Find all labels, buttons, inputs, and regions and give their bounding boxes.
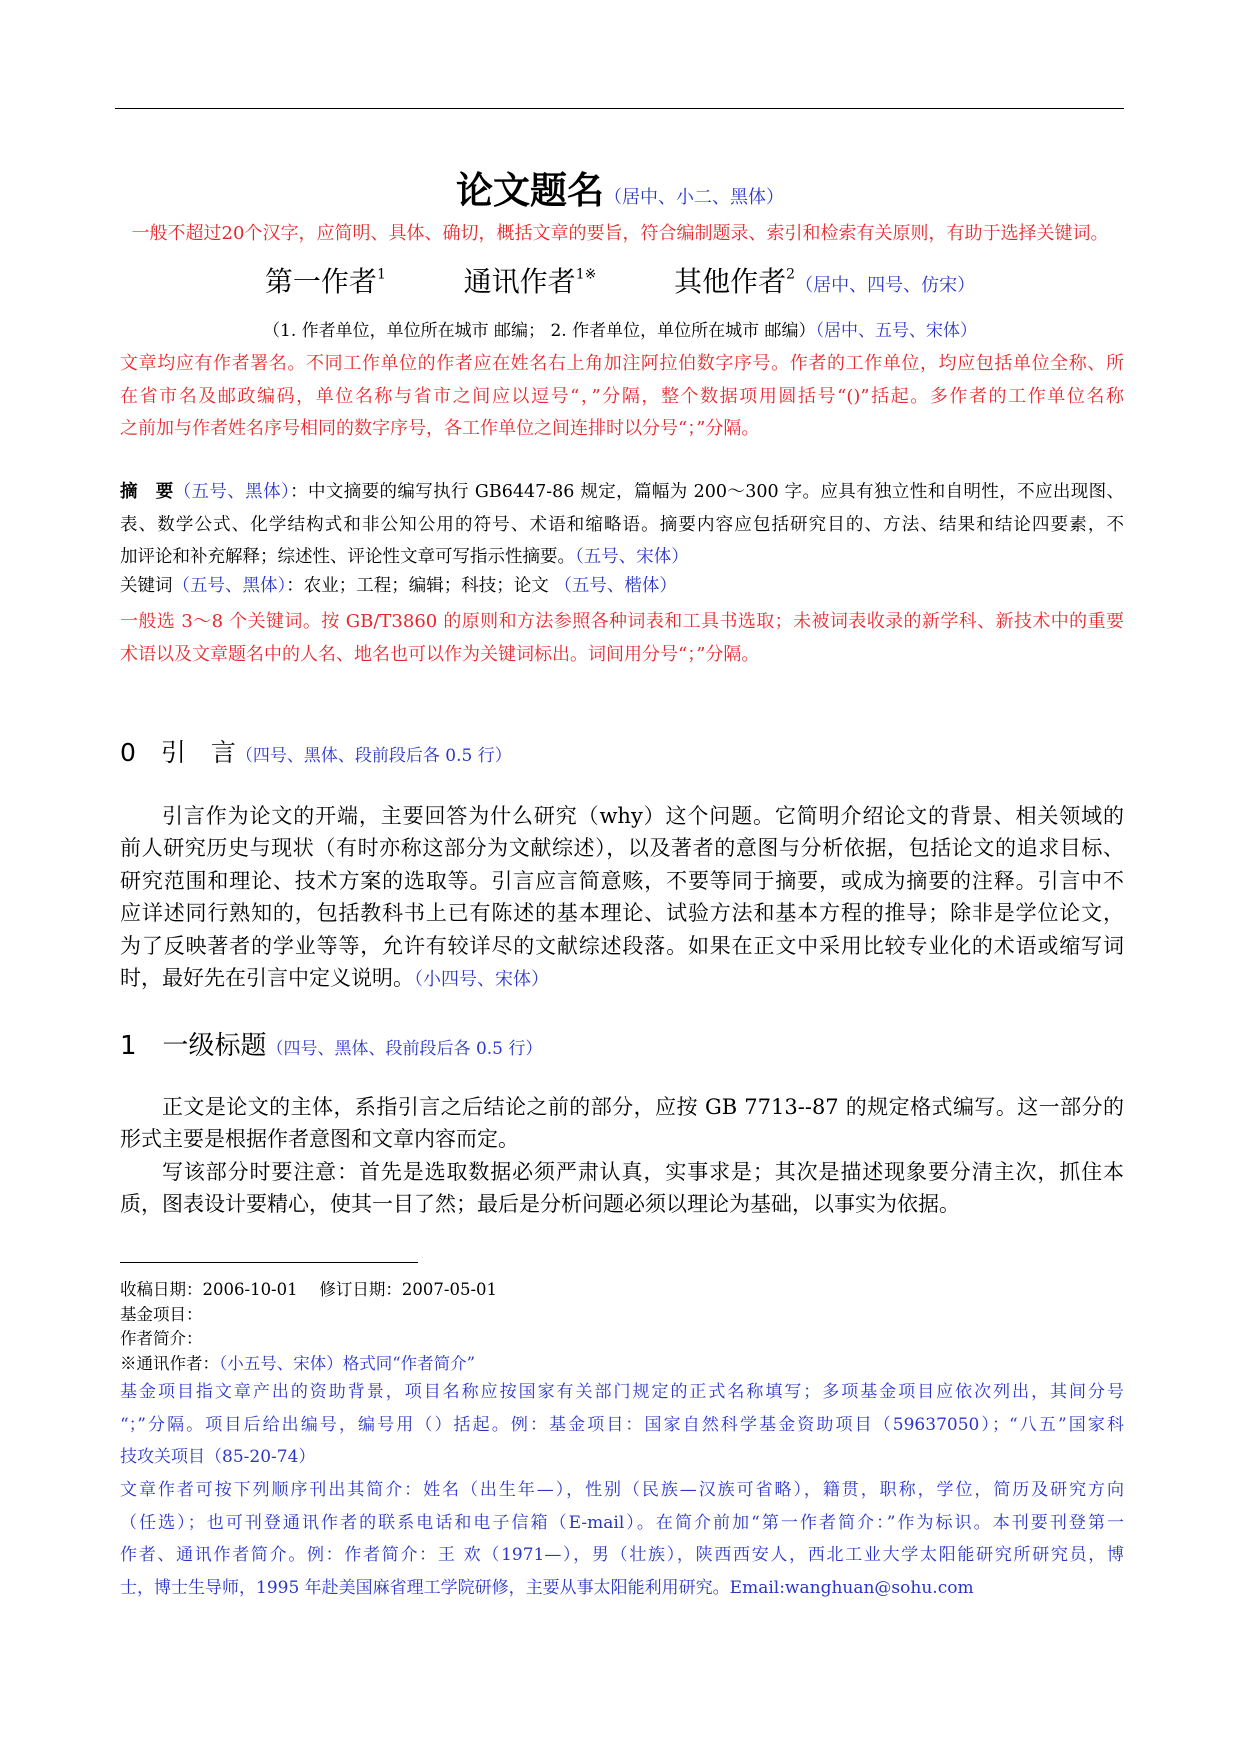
bio-hint-line: 作者、通讯作者简介。例：作者简介：王 欢（1971—），男（壮族），陕西西安人，西北工业大学太阳能研究所研究员，博 <box>120 1545 1124 1565</box>
footnote-dates: 收稿日期：2006-10-01 修订日期：2007-05-01 <box>120 1280 498 1299</box>
keywords-text: 农业；工程；编辑；科技；论文 <box>303 576 549 596</box>
keyword-hint-line: 术语以及文章题名中的人名、地名也可以作为关键词标出。词间用分号“；”分隔。 <box>120 643 760 665</box>
keywords-colon: ： <box>286 576 304 596</box>
footnotes <box>120 1278 1124 1376</box>
abstract-colon: ： <box>290 482 308 502</box>
body-line: 引言作为论文的开端，主要回答为什么研究（why）这个问题。它简明介绍论文的背景、相关领域的 <box>162 804 1124 828</box>
body-line <box>120 962 1124 996</box>
footnote-rule <box>120 1262 418 1263</box>
keyword-hint-line: 一般选 3～8 个关键词。按 GB/T3860 的原则和方法参照各种词表和工具书选取；未被词表收录的新学科、新技术中的重要 <box>120 611 1124 632</box>
header-rule <box>115 108 1124 109</box>
body-line: 研究范围和理论、技术方案的选取等。引言应言简意赅，不要等同于摘要，或成为摘要的注释。引言中不 <box>120 868 1124 893</box>
author-hint-line: 文章均应有作者署名。不同工作单位的作者应在姓名右上角加注阿拉伯数字序号。作者的工作单位，均应包括单位全称、所 <box>120 353 1124 374</box>
fund-hint-line: 技攻关项目（85-20-74） <box>120 1447 316 1467</box>
keywords-label: 关键词 <box>120 576 173 596</box>
affiliation-text: （1. 作者单位，单位所在城市 邮编； 2. 作者单位，单位所在城市 邮编） <box>263 321 816 341</box>
author-other: 其他作者 <box>674 265 787 298</box>
author-hint-line: 之前加与作者姓名序号相同的数字序号，各工作单位之间连排时以分号“；”分隔。 <box>120 418 760 439</box>
author-hint <box>120 348 1124 446</box>
body-line: 写该部分时要注意：首先是选取数据必须严肃认真，实事求是；其次是描述现象要分清主次，抓住本 <box>162 1159 1124 1184</box>
fund-hint-line: “；”分隔。项目后给出编号，编号用（）括起。例：基金项目：国家自然科学基金资助项目（59637050）；“八五”国家科 <box>120 1414 1124 1435</box>
section-0-title: 0 引 言 <box>120 738 236 767</box>
abstract-text: 中文摘要的编写执行 GB6447-86 规定，篇幅为 200～300 字。应具有独立性和自明性，不应出现图、 <box>307 482 1124 502</box>
section-1-body <box>120 1091 1124 1221</box>
title-text: 论文题名 <box>456 169 604 212</box>
section-1-heading <box>120 1025 1124 1062</box>
body-text: 时，最好先在引言中定义说明。 <box>120 966 414 991</box>
body-line: 形式主要是根据作者意图和文章内容而定。 <box>120 1127 519 1152</box>
section-1-title: 1 一级标题 <box>120 1031 267 1061</box>
footnote-fund: 基金项目： <box>120 1304 203 1324</box>
body-line: 前人研究历史与现状（有时亦称这部分为文献综述），以及著者的意图与分析依据，包括论文的追求目标、 <box>120 836 1124 861</box>
abstract-line <box>120 476 1124 509</box>
fund-hint <box>120 1376 1124 1474</box>
author-line <box>0 260 1240 300</box>
bio-hint-line: 文章作者可按下列顺序刊出其简介：姓名（出生年—），性别（民族—汉族可省略），籍贯，职称，学位，简历及研究方向 <box>120 1480 1124 1500</box>
author-first: 第一作者 <box>264 265 377 298</box>
author-format-note: （居中、四号、仿宋） <box>795 275 976 296</box>
section-0-format-note: （四号、黑体、段前段后各 0.5 行） <box>235 746 512 766</box>
footnote-bio: 作者简介： <box>120 1329 203 1348</box>
bio-hint <box>120 1474 1124 1604</box>
section-0-end-note: （小四号、宋体） <box>414 969 549 991</box>
title-format-note: （居中、小二、黑体） <box>604 187 784 208</box>
section-1-format-note: （四号、黑体、段前段后各 0.5 行） <box>266 1039 543 1059</box>
bio-hint-line: （任选）；也可刊登通讯作者的联系电话和电子信箱（E-mail）。在简介前加“第一作者简介：”作为标识。本刊要刊登第一 <box>120 1512 1124 1533</box>
abstract-label-note: （五号、黑体） <box>173 482 291 502</box>
body-line: 正文是论文的主体，系指引言之后结论之前的部分，应按 GB 7713--87 的规定格式编写。这一部分的 <box>162 1095 1124 1119</box>
footnote-corr-label: ※通讯作者： <box>120 1353 219 1373</box>
affiliation-format-note: （居中、五号、宋体） <box>815 321 977 341</box>
abstract-text: 加评论和补充解释；综述性、评论性文章可写指示性摘要。 <box>120 547 575 567</box>
keywords <box>120 572 1124 600</box>
keyword-hint <box>120 606 1124 671</box>
footnote-corresponding <box>120 1352 1124 1377</box>
keywords-label-note: （五号、黑体） <box>172 576 287 596</box>
abstract-line <box>120 541 1124 574</box>
abstract <box>120 476 1124 574</box>
affiliation <box>0 316 1240 341</box>
paper-title <box>0 160 1240 214</box>
section-0-body <box>120 800 1124 996</box>
fund-hint-line: 基金项目指文章产出的资助背景，项目名称应按国家有关部门规定的正式名称填写；多项基金项目应依次列出，其间分号 <box>120 1382 1124 1402</box>
title-hint <box>0 219 1240 245</box>
body-line: 应详述同行熟知的，包括教科书上已有陈述的基本理论、试验方法和基本方程的推导；除非是学位论文， <box>120 901 1124 926</box>
abstract-end-note: （五号、宋体） <box>575 547 689 567</box>
body-line: 为了反映著者的学业等等，允许有较详尽的文献综述段落。如果在正文中采用比较专业化的术语或缩写词 <box>120 933 1124 958</box>
abstract-label: 摘 要 <box>120 482 174 502</box>
keywords-end-note: （五号、楷体） <box>554 576 677 596</box>
section-0-heading <box>120 733 1124 769</box>
bio-hint-line: 士，博士生导师，1995 年赴美国麻省理工学院研修，主要从事太阳能利用研究。Email:wanghuan@sohu.com <box>120 1577 974 1598</box>
keywords-line <box>120 572 1124 600</box>
author-corresponding: 通讯作者 <box>463 265 576 298</box>
body-line: 质，图表设计要精心，使其一目了然；最后是分析问题必须以理论为基础，以事实为依据。 <box>120 1192 960 1217</box>
author-corr-sup: 1※ <box>575 266 597 283</box>
abstract-line: 表、数学公式、化学结构式和非公知公用的符号、术语和缩略语。摘要内容应包括研究目的、方法、结果和结论四要素，不 <box>120 514 1124 535</box>
author-first-sup: 1 <box>376 266 386 283</box>
footnote-corr-note: （小五号、宋体）格式同“作者简介” <box>219 1353 476 1373</box>
author-hint-line: 在省市名及邮政编码，单位名称与省市之间应以逗号“，”分隔，整个数据项用圆括号“()”括起。多作者的工作单位名称 <box>120 385 1124 407</box>
author-other-sup: 2 <box>786 266 796 283</box>
title-hint-text: 一般不超过20个汉字，应简明、具体、确切，概括文章的要旨，符合编制题录、索引和检索有关原则，有助于选择关键词。 <box>131 223 1109 244</box>
